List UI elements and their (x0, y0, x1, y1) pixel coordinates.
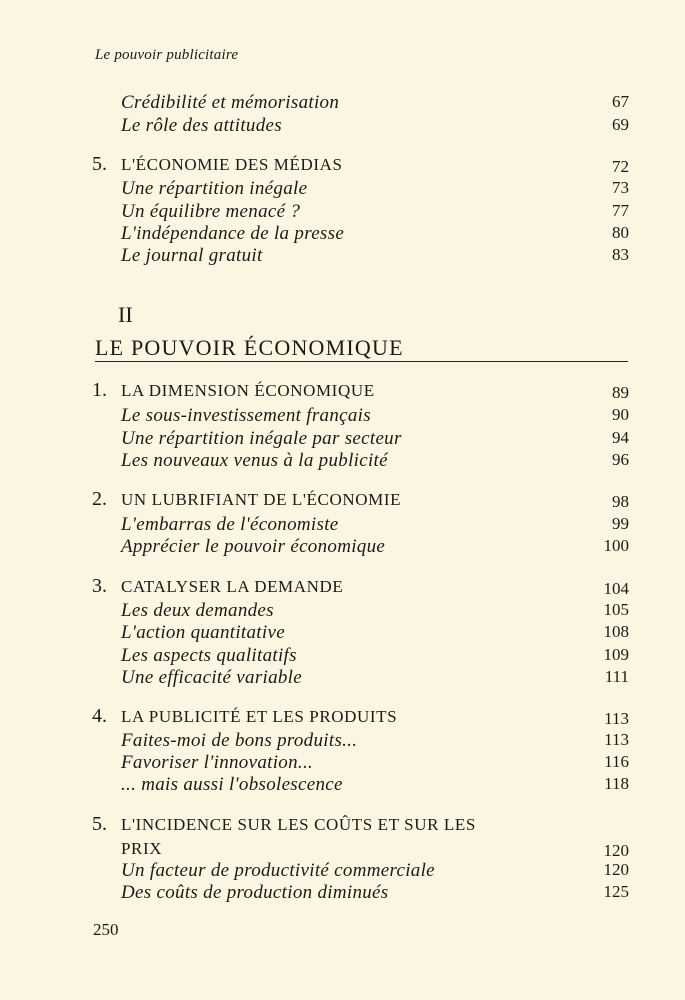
toc-entry (0, 223, 685, 247)
toc-entry-label: Une répartition inégale par secteur (121, 428, 402, 449)
section-title: CATALYSER LA DEMANDE (121, 577, 344, 596)
toc-section-heading (0, 488, 685, 512)
toc-entry (0, 92, 685, 116)
section-title: LA PUBLICITÉ ET LES PRODUITS (121, 707, 398, 726)
part-title: LE POUVOIR ÉCONOMIQUE (95, 335, 404, 360)
toc-entry-label: L'embarras de l'économiste (121, 514, 339, 535)
section-page: 89 (612, 383, 629, 402)
section-page: 98 (612, 492, 629, 511)
toc-entry-label: Une efficacité variable (121, 667, 302, 688)
toc-entry (0, 514, 685, 538)
toc-entry (0, 405, 685, 429)
section-page: 72 (612, 157, 629, 176)
toc-entry-page: 69 (612, 115, 629, 134)
toc-entry-label: Le rôle des attitudes (121, 115, 282, 136)
toc-entry-label: Faites-moi de bons produits... (121, 730, 358, 751)
toc-entry (0, 667, 685, 691)
section-number: 3. (92, 575, 107, 597)
toc-entry (0, 115, 685, 139)
toc-entry (0, 860, 685, 884)
toc-entry-page: 120 (603, 860, 629, 879)
toc-entry (0, 536, 685, 560)
section-title: UN LUBRIFIANT DE L'ÉCONOMIE (121, 490, 402, 509)
toc-entry-label: Une répartition inégale (121, 178, 308, 199)
toc-entry (0, 645, 685, 669)
toc-entry-label: L'action quantitative (121, 622, 285, 643)
toc-entry-label: Des coûts de production diminués (121, 882, 389, 903)
toc-entry-page: 105 (603, 600, 629, 619)
toc-entry (0, 882, 685, 906)
toc-entry-page: 113 (604, 730, 629, 749)
toc-entry-page: 94 (612, 428, 629, 447)
toc-section-heading (0, 575, 685, 599)
toc-entry-page: 109 (603, 645, 629, 664)
toc-section-heading (0, 153, 685, 177)
section-number: 2. (92, 488, 107, 510)
running-head: Le pouvoir publicitaire (95, 47, 239, 63)
part-number: II (118, 302, 133, 327)
toc-entry (0, 428, 685, 452)
section-page: 104 (603, 579, 629, 598)
toc-entry-page: 99 (612, 514, 629, 533)
toc-entry-page: 80 (612, 223, 629, 242)
toc-entry-label: Les aspects qualitatifs (121, 645, 297, 666)
toc-entry (0, 774, 685, 798)
toc-entry-label: Le journal gratuit (121, 245, 263, 266)
toc-entry (0, 450, 685, 474)
page-number: 250 (93, 920, 119, 939)
section-title-continued: PRIX (121, 839, 163, 858)
section-page: 113 (604, 709, 629, 728)
toc-section-heading (0, 379, 685, 403)
toc-entry-page: 111 (604, 667, 629, 686)
section-title: LA DIMENSION ÉCONOMIQUE (121, 381, 375, 400)
toc-entry-label: Apprécier le pouvoir économique (121, 536, 386, 557)
section-number: 5. (92, 153, 107, 175)
toc-entry-label: Les deux demandes (121, 600, 274, 621)
toc-section-heading-continued (0, 837, 685, 861)
toc-entry-label: L'indépendance de la presse (121, 223, 345, 244)
toc-section-heading (0, 705, 685, 729)
toc-entry-page: 116 (604, 752, 629, 771)
toc-entry-page: 125 (603, 882, 629, 901)
toc-entry-page: 90 (612, 405, 629, 424)
toc-entry (0, 245, 685, 269)
toc-entry-label: ... mais aussi l'obsolescence (121, 774, 343, 795)
toc-entry (0, 600, 685, 624)
toc-section-heading (0, 813, 685, 837)
toc-entry-label: Favoriser l'innovation... (121, 752, 314, 773)
section-number: 1. (92, 379, 107, 401)
toc-entry-page: 96 (612, 450, 629, 469)
toc-entry-page: 108 (603, 622, 629, 641)
section-title: L'ÉCONOMIE DES MÉDIAS (121, 155, 343, 174)
toc-entry-label: Le sous-investissement français (121, 405, 371, 426)
section-number: 5. (92, 813, 107, 835)
toc-entry-page: 100 (603, 536, 629, 555)
section-number: 4. (92, 705, 107, 727)
toc-entry (0, 622, 685, 646)
toc-entry (0, 730, 685, 754)
section-title: L'INCIDENCE SUR LES COÛTS ET SUR LES (121, 815, 476, 834)
toc-entry-page: 67 (612, 92, 629, 111)
section-page: 120 (603, 841, 629, 860)
toc-entry-label: Un facteur de productivité commerciale (121, 860, 435, 881)
toc-entry-label: Les nouveaux venus à la publicité (121, 450, 388, 471)
toc-entry (0, 752, 685, 776)
toc-entry-label: Crédibilité et mémorisation (121, 92, 340, 113)
toc-entry-page: 73 (612, 178, 629, 197)
toc-entry-label: Un équilibre menacé ? (121, 201, 301, 222)
toc-entry (0, 201, 685, 225)
toc-entry-page: 83 (612, 245, 629, 264)
toc-entry-page: 118 (604, 774, 629, 793)
part-divider (95, 361, 628, 362)
toc-entry-page: 77 (612, 201, 629, 220)
toc-entry (0, 178, 685, 202)
